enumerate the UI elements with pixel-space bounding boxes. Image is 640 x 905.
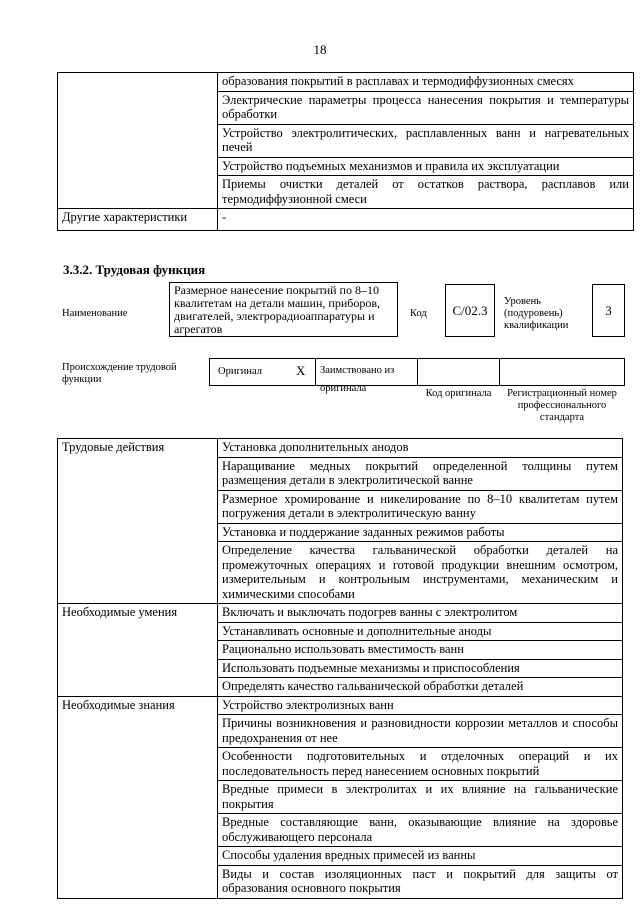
- name-label: Наименование: [62, 308, 128, 319]
- registration-caption: Регистрационный номер профессионального стандарта: [507, 388, 617, 423]
- table-cell: Использовать подъемные механизмы и приспособления: [218, 659, 623, 678]
- table-cell: Включать и выключать подогрев ванны с электролитом: [218, 604, 623, 623]
- table-cell: Способы удаления вредных примесей из ванны: [218, 847, 623, 866]
- level-value: 3: [592, 284, 625, 337]
- level-label: Уровень (подуровень) квалификации: [504, 296, 569, 331]
- table-cell: Электрические параметры процесса нанесения покрытия и температуры обработки: [218, 91, 634, 124]
- registration-number-cell: [499, 358, 625, 386]
- table-cell: Устройство подъемных механизмов и правила их эксплуатации: [218, 157, 634, 176]
- table-cell: Установка и поддержание заданных режимов работы: [218, 523, 623, 542]
- table-cell: Виды и состав изоляционных паст и покрытий для защиты от образования основного покрытия: [218, 865, 623, 898]
- code-value: C/02.3: [445, 284, 495, 337]
- table-cell: Установка дополнительных анодов: [218, 439, 623, 458]
- name-value: Размерное нанесение покрытий по 8–10 квалитетам на детали машин, приборов, двигателей, электрорадиоаппаратуры и агрегатов: [169, 282, 398, 337]
- page-number: 18: [313, 42, 327, 57]
- table-cell: Устанавливать основные и дополнительные аноды: [218, 622, 623, 641]
- table-cell: Причины возникновения и разновидности коррозии металлов и способы предохранения от нее: [218, 715, 623, 748]
- borrowed-label: Заимствовано из оригинала: [320, 365, 395, 394]
- empty-cell: [58, 73, 218, 209]
- row-label: Необходимые умения: [58, 604, 218, 697]
- continuation-table: [57, 72, 634, 231]
- table-cell: Приемы очистки деталей от остатков раствора, расплавов или термодиффузионной смеси: [218, 176, 634, 209]
- table-cell: Устройство электролитических, расплавленных ванн и нагревательных печей: [218, 124, 634, 157]
- code-label: Код: [410, 308, 427, 319]
- table-cell: -: [218, 209, 634, 231]
- original-label: Оригинал: [218, 366, 262, 377]
- row-label: Необходимые знания: [58, 696, 218, 898]
- original-code-cell: [417, 358, 500, 386]
- original-cell: [209, 358, 316, 386]
- original-code-caption: Код оригинала: [425, 388, 492, 399]
- table-cell: Наращивание медных покрытий определенной толщины путем размещения детали в электролитической ванне: [218, 457, 623, 490]
- table-cell: Вредные составляющие ванн, оказывающие влияние на здоровье обслуживающего персонала: [218, 814, 623, 847]
- table-cell: Вредные примеси в электролитах и их влияние на гальванические покрытия: [218, 781, 623, 814]
- original-mark: X: [296, 363, 306, 378]
- row-label: Трудовые действия: [58, 439, 218, 604]
- section-heading: 3.3.2. Трудовая функция: [63, 262, 206, 277]
- main-table: [57, 438, 623, 899]
- origin-label: Происхождение трудовой функции: [62, 362, 177, 385]
- table-cell: образования покрытий в расплавах и термодиффузионных смесях: [218, 73, 634, 92]
- table-cell: Устройство электролизных ванн: [218, 696, 623, 715]
- table-cell: Определение качества гальванической обработки деталей на промежуточных операциях и готовой продукции внешним осмотром, измерительным и контрольным инструментами, механическим и химическими способами: [218, 542, 623, 604]
- table-cell: Размерное хромирование и никелирование по 8–10 квалитетам путем погружения детали в электролитическую ванну: [218, 490, 623, 523]
- table-cell: Особенности подготовительных и отделочных операций и их последовательность перед нанесением основных покрытий: [218, 748, 623, 781]
- table-cell: Рационально использовать вместимость ванн: [218, 641, 623, 660]
- row-label: Другие характеристики: [58, 209, 218, 231]
- borrowed-cell: [315, 358, 418, 394]
- table-cell: Определять качество гальванической обработки деталей: [218, 678, 623, 697]
